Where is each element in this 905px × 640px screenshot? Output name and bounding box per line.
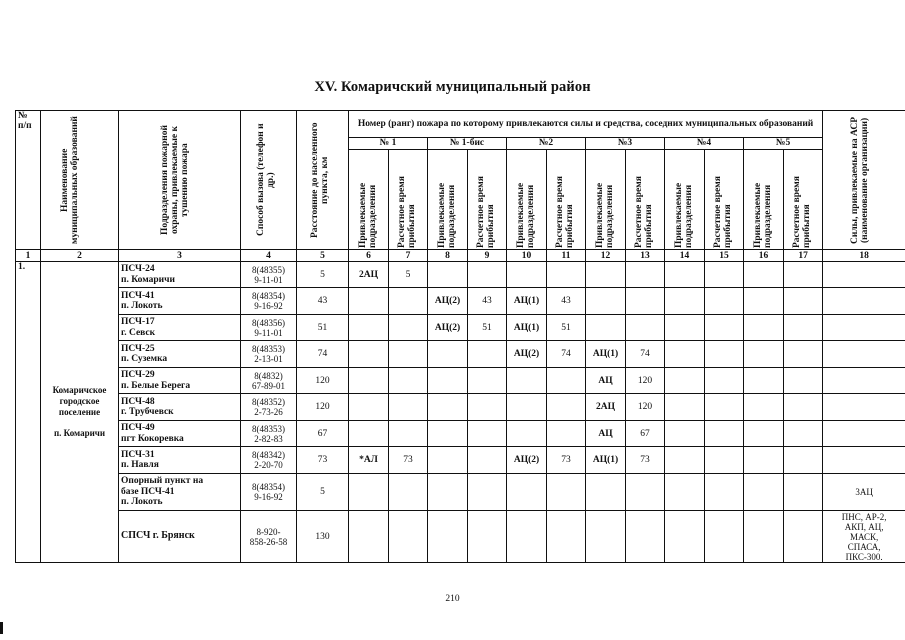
asr-line: МАСК, bbox=[849, 531, 879, 542]
header-rank-3: №2 bbox=[507, 138, 586, 150]
asr-cell bbox=[823, 394, 905, 421]
asr-line: ПКС-300. bbox=[845, 551, 883, 562]
distance-cell: 74 bbox=[297, 341, 349, 368]
phone-line: 2-13-01 bbox=[254, 354, 283, 364]
phone-line: 67-89-01 bbox=[252, 380, 285, 391]
units-cell: 2АЦ bbox=[586, 394, 626, 421]
time-cell bbox=[626, 474, 665, 511]
phone-line: 8(48355) bbox=[252, 264, 285, 275]
time-cell bbox=[784, 368, 823, 394]
column-number: 1 bbox=[16, 250, 41, 262]
asr-cell bbox=[823, 288, 905, 315]
time-cell bbox=[547, 262, 586, 288]
time-cell bbox=[389, 315, 428, 341]
time-cell bbox=[705, 288, 744, 315]
header-sub-label: Привлекаемые подразделения bbox=[594, 182, 615, 248]
table-row bbox=[16, 262, 905, 288]
units-cell: АЦ(2) bbox=[428, 315, 468, 341]
time-cell bbox=[705, 394, 744, 421]
header-sub-label: Расчетное время прибытия bbox=[713, 175, 733, 248]
units-cell bbox=[744, 341, 784, 368]
phone-line: 2-82-83 bbox=[254, 433, 283, 444]
time-cell bbox=[547, 368, 586, 394]
table-row bbox=[16, 474, 905, 511]
unit-line: ПСЧ-17 bbox=[121, 317, 155, 327]
distance-cell: 120 bbox=[297, 394, 349, 421]
units-cell bbox=[428, 394, 468, 421]
units-cell bbox=[744, 447, 784, 474]
unit-line: п. Комаричи bbox=[121, 274, 175, 285]
municipality-line: Комаричское bbox=[52, 385, 107, 395]
units-cell bbox=[744, 262, 784, 288]
unit-cell bbox=[119, 447, 241, 474]
time-cell: 5 bbox=[389, 262, 428, 288]
distance-cell: 51 bbox=[297, 315, 349, 341]
table-row bbox=[16, 511, 905, 563]
unit-cell bbox=[119, 341, 241, 368]
fire-forces-table bbox=[15, 110, 905, 563]
column-number: 4 bbox=[241, 250, 297, 262]
header-distance: Расстояние до населенного пункта, км bbox=[297, 111, 349, 250]
time-cell bbox=[705, 447, 744, 474]
units-cell: АЦ(1) bbox=[507, 315, 547, 341]
time-cell bbox=[468, 341, 507, 368]
unit-cell bbox=[119, 315, 241, 341]
unit-cell bbox=[119, 421, 241, 447]
phone-cell bbox=[241, 315, 297, 341]
units-cell bbox=[349, 511, 389, 563]
time-cell: 43 bbox=[468, 288, 507, 315]
phone-line: 8(48356) bbox=[252, 317, 285, 328]
units-cell bbox=[428, 447, 468, 474]
header-sub-label: Привлекаемые подразделения bbox=[357, 182, 378, 248]
page-number: 210 bbox=[445, 594, 460, 604]
units-cell: АЦ(2) bbox=[507, 341, 547, 368]
time-cell bbox=[784, 447, 823, 474]
unit-line: г. Трубчевск bbox=[121, 407, 174, 417]
unit-cell bbox=[119, 262, 241, 288]
units-cell: АЦ bbox=[586, 368, 626, 394]
time-cell bbox=[389, 511, 428, 563]
time-cell bbox=[626, 262, 665, 288]
time-cell bbox=[389, 341, 428, 368]
table-row bbox=[16, 288, 905, 315]
units-cell bbox=[428, 421, 468, 447]
time-cell: 51 bbox=[547, 315, 586, 341]
asr-line: ПНС, АР-2, bbox=[841, 511, 887, 522]
units-cell: АЦ(1) bbox=[507, 288, 547, 315]
column-number: 10 bbox=[507, 250, 547, 262]
unit-line: ПСЧ-29 bbox=[121, 370, 155, 380]
units-cell: АЦ(1) bbox=[586, 447, 626, 474]
phone-cell bbox=[241, 511, 297, 563]
units-cell bbox=[349, 368, 389, 394]
units-cell: АЦ bbox=[586, 421, 626, 447]
unit-line: ПСЧ-41 bbox=[121, 290, 155, 301]
phone-cell bbox=[241, 368, 297, 394]
column-number: 7 bbox=[389, 250, 428, 262]
units-cell bbox=[507, 421, 547, 447]
time-cell bbox=[784, 421, 823, 447]
units-cell bbox=[428, 368, 468, 394]
table-row bbox=[16, 421, 905, 447]
phone-line: 9-11-01 bbox=[254, 274, 283, 285]
column-number: 18 bbox=[823, 250, 905, 262]
header-sub-label: Привлекаемые подразделения bbox=[752, 182, 773, 248]
units-cell bbox=[507, 511, 547, 563]
asr-cell bbox=[823, 262, 905, 288]
units-cell bbox=[744, 315, 784, 341]
unit-line: ПСЧ-49 bbox=[121, 423, 155, 433]
asr-cell bbox=[823, 447, 905, 474]
units-cell bbox=[586, 288, 626, 315]
column-number: 15 bbox=[705, 250, 744, 262]
phone-line: 2-73-26 bbox=[254, 407, 283, 417]
phone-line: 8(48342) bbox=[252, 450, 285, 460]
units-cell bbox=[665, 368, 705, 394]
time-cell: 74 bbox=[626, 341, 665, 368]
unit-line: п. Навля bbox=[121, 460, 159, 470]
column-number: 17 bbox=[784, 250, 823, 262]
header-sub-label: Привлекаемые подразделения bbox=[515, 182, 536, 248]
municipality-line: поселение bbox=[58, 407, 101, 417]
time-cell bbox=[468, 368, 507, 394]
column-number: 13 bbox=[626, 250, 665, 262]
column-number: 3 bbox=[119, 250, 241, 262]
units-cell bbox=[665, 288, 705, 315]
distance-cell: 5 bbox=[297, 262, 349, 288]
column-number: 9 bbox=[468, 250, 507, 262]
units-cell bbox=[428, 474, 468, 511]
header-municipality: Наименование муниципальных образований bbox=[41, 111, 119, 250]
time-cell bbox=[547, 421, 586, 447]
column-number: 6 bbox=[349, 250, 389, 262]
unit-line: п. Белые Берега bbox=[121, 380, 191, 391]
time-cell bbox=[784, 511, 823, 563]
units-cell bbox=[349, 341, 389, 368]
time-cell: 73 bbox=[389, 447, 428, 474]
distance-cell: 130 bbox=[297, 511, 349, 563]
units-cell bbox=[428, 262, 468, 288]
header-sub-label: Привлекаемые подразделения bbox=[673, 182, 694, 248]
header-sub-label: Расчетное время прибытия bbox=[397, 175, 417, 248]
header-rank-6: №5 bbox=[744, 138, 823, 150]
time-cell bbox=[468, 262, 507, 288]
column-number: 8 bbox=[428, 250, 468, 262]
page-title: XV. Комаричский муниципальный район bbox=[314, 79, 591, 95]
time-cell bbox=[705, 315, 744, 341]
header-rank-1: № 1 bbox=[349, 138, 428, 150]
header-rank-4: №3 bbox=[586, 138, 665, 150]
units-cell bbox=[665, 474, 705, 511]
time-cell: 74 bbox=[547, 341, 586, 368]
units-cell: АЦ(2) bbox=[428, 288, 468, 315]
header-sub-units bbox=[507, 150, 547, 250]
unit-line: ПСЧ-31 bbox=[121, 449, 155, 460]
units-cell bbox=[586, 511, 626, 563]
header-sub-label: Привлекаемые подразделения bbox=[436, 182, 457, 248]
asr-cell bbox=[823, 421, 905, 447]
phone-line: 8(48353) bbox=[252, 423, 285, 434]
time-cell bbox=[468, 394, 507, 421]
time-cell bbox=[784, 341, 823, 368]
column-number: 2 bbox=[41, 250, 119, 262]
column-number: 5 bbox=[297, 250, 349, 262]
phone-line: 8(48354) bbox=[252, 482, 285, 492]
time-cell bbox=[468, 474, 507, 511]
time-cell bbox=[705, 262, 744, 288]
unit-line: п. Суземка bbox=[121, 354, 168, 364]
time-cell bbox=[784, 262, 823, 288]
header-sub-time bbox=[468, 150, 507, 250]
time-cell bbox=[784, 394, 823, 421]
unit-line: ПСЧ-25 bbox=[121, 343, 155, 354]
header-sub-label: Расчетное время прибытия bbox=[555, 175, 575, 248]
header-sub-time bbox=[705, 150, 744, 250]
asr-cell bbox=[823, 368, 905, 394]
header-sub-units bbox=[586, 150, 626, 250]
units-cell bbox=[744, 394, 784, 421]
time-cell bbox=[784, 474, 823, 511]
header-sub-time bbox=[626, 150, 665, 250]
units-cell bbox=[507, 394, 547, 421]
unit-cell bbox=[119, 368, 241, 394]
header-sub-time bbox=[784, 150, 823, 250]
unit-line: пгт Кокоревка bbox=[121, 433, 184, 444]
units-cell bbox=[665, 511, 705, 563]
units-cell bbox=[665, 315, 705, 341]
units-cell bbox=[744, 511, 784, 563]
phone-line: 2-20-70 bbox=[254, 460, 283, 470]
table-row bbox=[16, 315, 905, 341]
asr-cell bbox=[823, 315, 905, 341]
asr-cell bbox=[823, 341, 905, 368]
unit-line: г. Севск bbox=[121, 327, 156, 338]
phone-line: 9-16-92 bbox=[254, 301, 283, 311]
phone-line: 9-11-01 bbox=[254, 327, 283, 338]
unit-line: Опорный пункт на bbox=[121, 476, 204, 487]
phone-cell bbox=[241, 341, 297, 368]
time-cell bbox=[468, 447, 507, 474]
header-sub-label: Расчетное время прибытия bbox=[792, 175, 813, 248]
units-cell bbox=[349, 394, 389, 421]
header-sub-time bbox=[389, 150, 428, 250]
scan-edge-mark bbox=[0, 622, 3, 634]
unit-line: ПСЧ-24 bbox=[121, 264, 155, 274]
asr-cell: 3АЦ bbox=[823, 474, 905, 511]
time-cell: 43 bbox=[547, 288, 586, 315]
header-sub-label: Расчетное время прибытия bbox=[634, 175, 654, 248]
unit-line: ПСЧ-48 bbox=[121, 396, 155, 407]
header-rank-2: № 1-бис bbox=[428, 138, 507, 150]
unit-line: СПСЧ г. Брянск bbox=[121, 530, 195, 542]
phone-cell bbox=[241, 288, 297, 315]
header-sub-units bbox=[744, 150, 784, 250]
distance-cell: 5 bbox=[297, 474, 349, 511]
municipality-name bbox=[41, 262, 119, 563]
time-cell bbox=[626, 288, 665, 315]
units-cell bbox=[744, 421, 784, 447]
units-cell bbox=[665, 262, 705, 288]
municipality-line: городское bbox=[59, 396, 100, 406]
table-row bbox=[16, 394, 905, 421]
time-cell bbox=[626, 511, 665, 563]
units-cell: АЦ(2) bbox=[507, 447, 547, 474]
time-cell: 67 bbox=[626, 421, 665, 447]
table-row bbox=[16, 341, 905, 368]
time-cell bbox=[547, 511, 586, 563]
time-cell bbox=[389, 421, 428, 447]
unit-cell bbox=[119, 394, 241, 421]
units-cell bbox=[507, 368, 547, 394]
units-cell bbox=[507, 262, 547, 288]
units-cell bbox=[665, 341, 705, 368]
spacer bbox=[43, 418, 116, 428]
header-sub-time bbox=[547, 150, 586, 250]
time-cell: 73 bbox=[626, 447, 665, 474]
unit-line: п. Локоть bbox=[121, 497, 163, 508]
phone-line: 8(48353) bbox=[252, 344, 285, 354]
phone-line: 8(48352) bbox=[252, 397, 285, 407]
header-sub-label: Расчетное время прибытия bbox=[476, 175, 496, 248]
units-cell bbox=[586, 474, 626, 511]
phone-line: 8(48354) bbox=[252, 291, 285, 301]
table-row bbox=[16, 447, 905, 474]
unit-cell bbox=[119, 474, 241, 511]
distance-cell: 43 bbox=[297, 288, 349, 315]
time-cell bbox=[705, 368, 744, 394]
units-cell bbox=[586, 262, 626, 288]
units-cell: 2АЦ bbox=[349, 262, 389, 288]
municipality-town: п. Комаричи bbox=[53, 428, 106, 438]
header-num: № п/п bbox=[16, 111, 41, 250]
units-cell bbox=[349, 421, 389, 447]
time-cell bbox=[389, 474, 428, 511]
asr-line: АКП, АЦ, bbox=[844, 521, 884, 532]
units-cell bbox=[349, 288, 389, 315]
header-sub-units bbox=[349, 150, 389, 250]
header-asr: Силы, привлекаемые на АСР (наименование организации) bbox=[823, 111, 905, 250]
time-cell bbox=[705, 421, 744, 447]
distance-cell: 120 bbox=[297, 368, 349, 394]
time-cell bbox=[626, 315, 665, 341]
time-cell bbox=[784, 288, 823, 315]
phone-line: 8-920- bbox=[256, 526, 281, 537]
header-rank-group: Номер (ранг) пожара по которому привлекаются силы и средства, соседних муниципальных образований bbox=[349, 111, 823, 138]
phone-line: 9-16-92 bbox=[254, 492, 283, 502]
units-cell bbox=[744, 368, 784, 394]
unit-line: п. Локоть bbox=[121, 301, 163, 311]
phone-line: 8(4832) bbox=[254, 370, 283, 381]
units-cell bbox=[665, 394, 705, 421]
header-rank-5: №4 bbox=[665, 138, 744, 150]
units-cell bbox=[586, 315, 626, 341]
time-cell: 51 bbox=[468, 315, 507, 341]
distance-cell: 67 bbox=[297, 421, 349, 447]
header-units: Подразделения пожарной охраны, привлекаемые к тушению пожара bbox=[119, 111, 241, 250]
phone-cell bbox=[241, 262, 297, 288]
table-row bbox=[16, 368, 905, 394]
column-number: 12 bbox=[586, 250, 626, 262]
time-cell bbox=[705, 341, 744, 368]
row-number: 1. bbox=[16, 262, 41, 563]
unit-cell bbox=[119, 288, 241, 315]
header-sub-units bbox=[665, 150, 705, 250]
column-number: 16 bbox=[744, 250, 784, 262]
header-call-method: Способ вызова (телефон и др.) bbox=[241, 111, 297, 250]
time-cell: 73 bbox=[547, 447, 586, 474]
units-cell bbox=[665, 447, 705, 474]
time-cell bbox=[468, 421, 507, 447]
units-cell bbox=[507, 474, 547, 511]
time-cell bbox=[389, 288, 428, 315]
column-number: 11 bbox=[547, 250, 586, 262]
unit-cell bbox=[119, 511, 241, 563]
asr-line: СПАСА, bbox=[847, 541, 881, 552]
unit-line: базе ПСЧ-41 bbox=[121, 486, 175, 497]
phone-cell bbox=[241, 394, 297, 421]
units-cell bbox=[349, 474, 389, 511]
units-cell bbox=[665, 421, 705, 447]
units-cell bbox=[744, 288, 784, 315]
time-cell bbox=[547, 474, 586, 511]
distance-cell: 73 bbox=[297, 447, 349, 474]
time-cell bbox=[705, 511, 744, 563]
asr-cell bbox=[823, 511, 905, 563]
phone-cell bbox=[241, 421, 297, 447]
time-cell: 120 bbox=[626, 368, 665, 394]
time-cell bbox=[468, 511, 507, 563]
column-number: 14 bbox=[665, 250, 705, 262]
phone-cell bbox=[241, 474, 297, 511]
phone-cell bbox=[241, 447, 297, 474]
time-cell bbox=[389, 368, 428, 394]
time-cell bbox=[389, 394, 428, 421]
units-cell bbox=[349, 315, 389, 341]
time-cell bbox=[784, 315, 823, 341]
units-cell: *АЛ bbox=[349, 447, 389, 474]
time-cell bbox=[705, 474, 744, 511]
units-cell bbox=[428, 511, 468, 563]
time-cell bbox=[547, 394, 586, 421]
units-cell: АЦ(1) bbox=[586, 341, 626, 368]
header-sub-units bbox=[428, 150, 468, 250]
phone-line: 858-26-58 bbox=[249, 536, 288, 547]
time-cell: 120 bbox=[626, 394, 665, 421]
units-cell bbox=[744, 474, 784, 511]
units-cell bbox=[428, 341, 468, 368]
